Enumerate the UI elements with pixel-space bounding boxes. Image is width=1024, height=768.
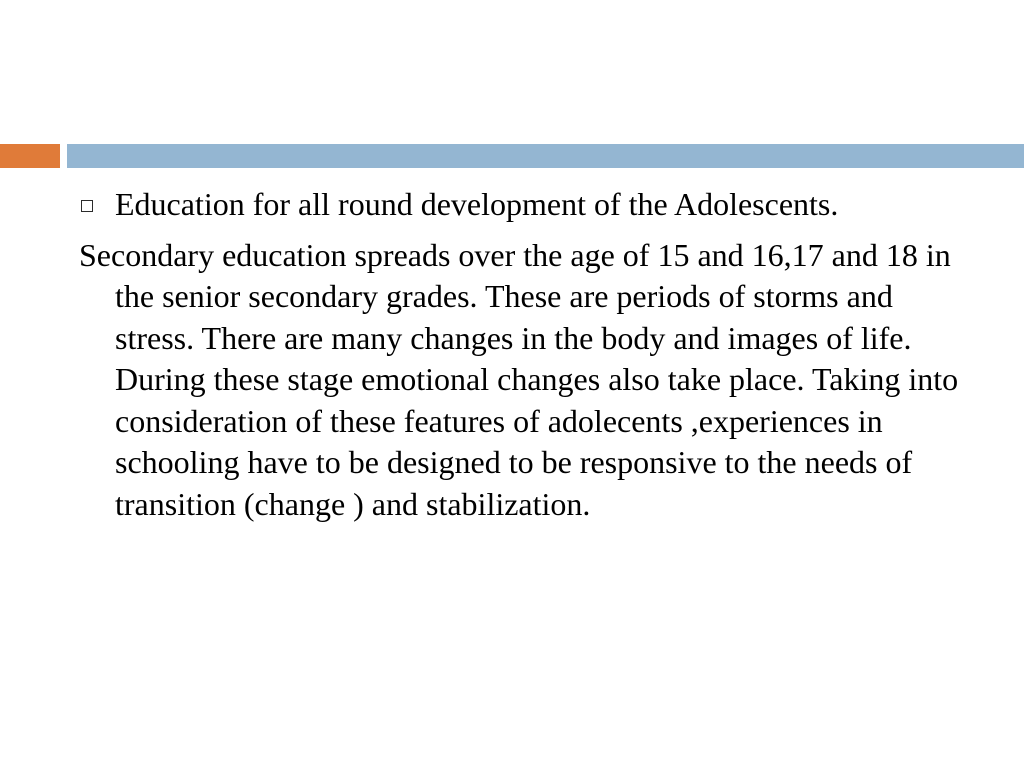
header-accent-bar (0, 144, 60, 168)
bullet-text: Education for all round development of the Adolescents. (115, 186, 839, 222)
square-bullet-icon (81, 200, 93, 212)
slide-content (79, 184, 979, 525)
header-bar (67, 144, 1024, 168)
body-paragraph: Secondary education spreads over the age of 15 and 16,17 and 18 in the senior secondary grades. These are periods of storms and stress. There are many changes in the body and images of life. During these stage emotional changes also take place. Taking into consideration of these features of adolecents ,experiences in schooling have to be designed to be responsive to the needs of transition (change ) and stabilization. (79, 236, 959, 522)
bullet-item (79, 184, 979, 226)
